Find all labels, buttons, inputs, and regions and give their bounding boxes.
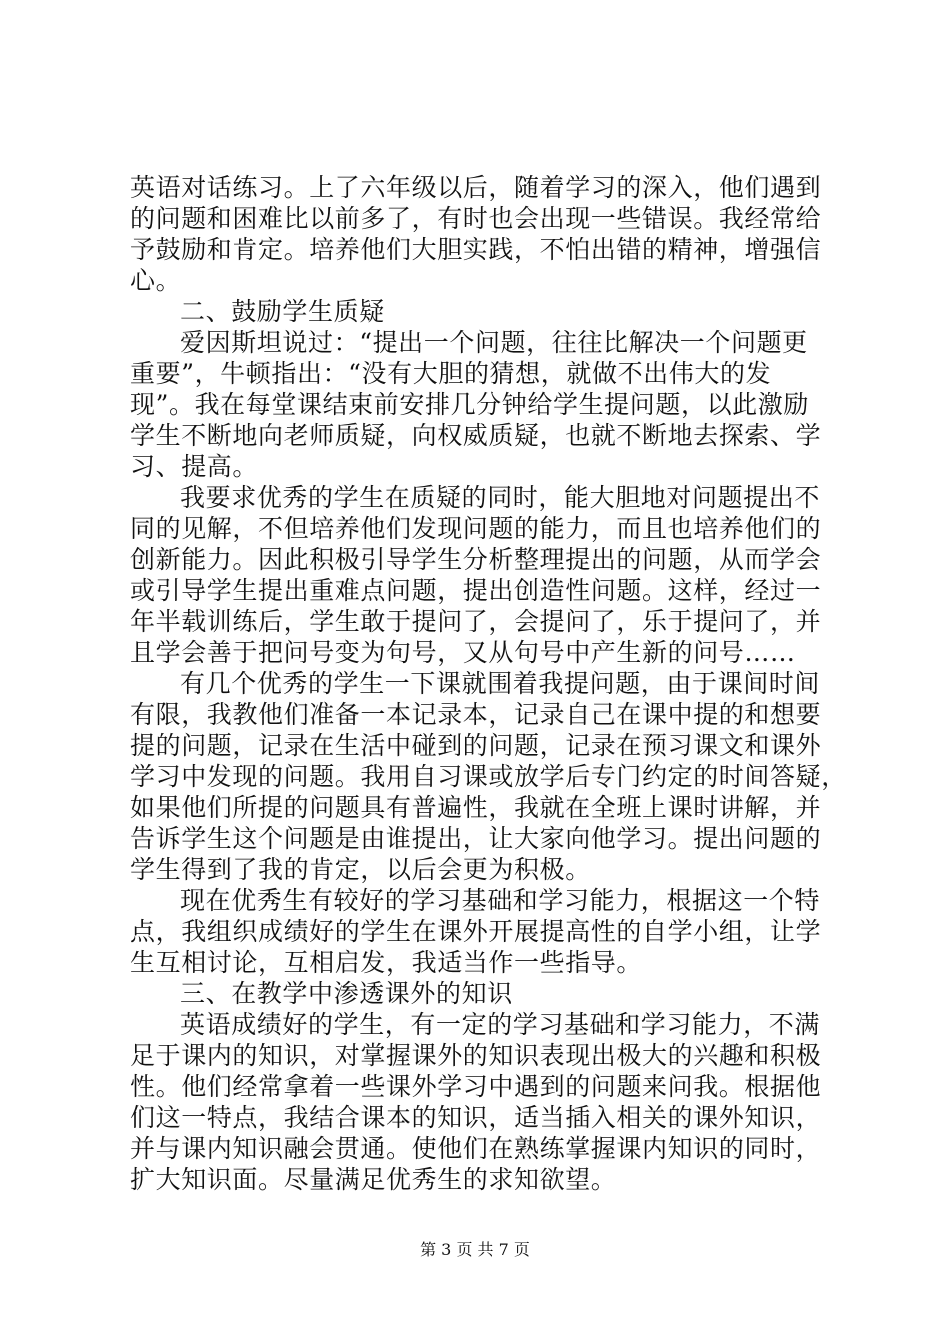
text-line: 提的问题，记录在生活中碰到的问题，记录在预习课文和课外 xyxy=(130,731,822,760)
text-line: 们这一特点，我结合课本的知识，适当插入相关的课外知识， xyxy=(130,1103,822,1132)
text-line: 如果他们所提的问题具有普遍性，我就在全班上课时讲解，并 xyxy=(130,793,822,822)
text-line: 的问题和困难比以前多了，有时也会出现一些错误。我经常给 xyxy=(130,204,822,233)
text-line: 我要求优秀的学生在质疑的同时，能大胆地对问题提出不 xyxy=(180,483,821,512)
text-line: 英语成绩好的学生，有一定的学习基础和学习能力，不满 xyxy=(180,1010,821,1039)
page-number-footer: 第 3 页 共 7 页 xyxy=(420,1240,530,1259)
section-heading: 二、鼓励学生质疑 xyxy=(180,297,385,326)
text-line: 心。 xyxy=(130,266,182,295)
text-line: 予鼓励和肯定。培养他们大胆实践，不怕出错的精神，增强信 xyxy=(130,235,822,264)
text-line: 同的见解，不但培养他们发现问题的能力，而且也培养他们的 xyxy=(130,514,822,543)
text-line: 有限，我教他们准备一本记录本，记录自己在课中提的和想要 xyxy=(130,700,822,729)
text-line: 有几个优秀的学生一下课就围着我提问题，由于课间时间 xyxy=(180,669,821,698)
text-line: 英语对话练习。上了六年级以后，随着学习的深入，他们遇到 xyxy=(130,173,822,202)
text-line: 学习中发现的问题。我用自习课或放学后专门约定的时间答疑， xyxy=(130,762,847,791)
text-line: 生互相讨论，互相启发，我适当作一些指导。 xyxy=(130,948,643,977)
text-line: 学生不断地向老师质疑，向权威质疑，也就不断地去探索、学 xyxy=(130,421,822,450)
text-line: 并与课内知识融会贯通。使他们在熟练掌握课内知识的同时， xyxy=(130,1134,822,1163)
text-line: 现”。我在每堂课结束前安排几分钟给学生提问题，以此激励 xyxy=(130,390,809,419)
document-body xyxy=(130,172,847,1195)
text-line: 性。他们经常拿着一些课外学习中遇到的问题来问我。根据他 xyxy=(130,1072,822,1101)
text-line: 爱因斯坦说过：“提出一个问题，往往比解决一个问题更 xyxy=(180,328,808,357)
text-line: 重要”，牛顿指出：“没有大胆的猜想，就做不出伟大的发 xyxy=(130,359,772,388)
text-line: 创新能力。因此积极引导学生分析整理提出的问题，从而学会 xyxy=(130,545,822,574)
text-line: 足于课内的知识，对掌握课外的知识表现出极大的兴趣和积极 xyxy=(130,1041,822,1070)
text-line: 习、提高。 xyxy=(130,452,259,481)
section-heading: 三、在教学中渗透课外的知识 xyxy=(180,979,513,1008)
text-line: 告诉学生这个问题是由谁提出，让大家向他学习。提出问题的 xyxy=(130,824,822,853)
text-line: 扩大知识面。尽量满足优秀生的求知欲望。 xyxy=(130,1165,617,1194)
text-line: 年半载训练后，学生敢于提问了，会提问了，乐于提问了，并 xyxy=(130,607,822,636)
text-line: 点，我组织成绩好的学生在课外开展提高性的自学小组，让学 xyxy=(130,917,822,946)
text-line: 或引导学生提出重难点问题，提出创造性问题。这样，经过一 xyxy=(130,576,822,605)
text-line: 且学会善于把问号变为句号，又从句号中产生新的问号…… xyxy=(130,638,796,667)
text-line: 学生得到了我的肯定，以后会更为积极。 xyxy=(130,855,591,884)
text-line: 现在优秀生有较好的学习基础和学习能力，根据这一个特 xyxy=(180,886,821,915)
